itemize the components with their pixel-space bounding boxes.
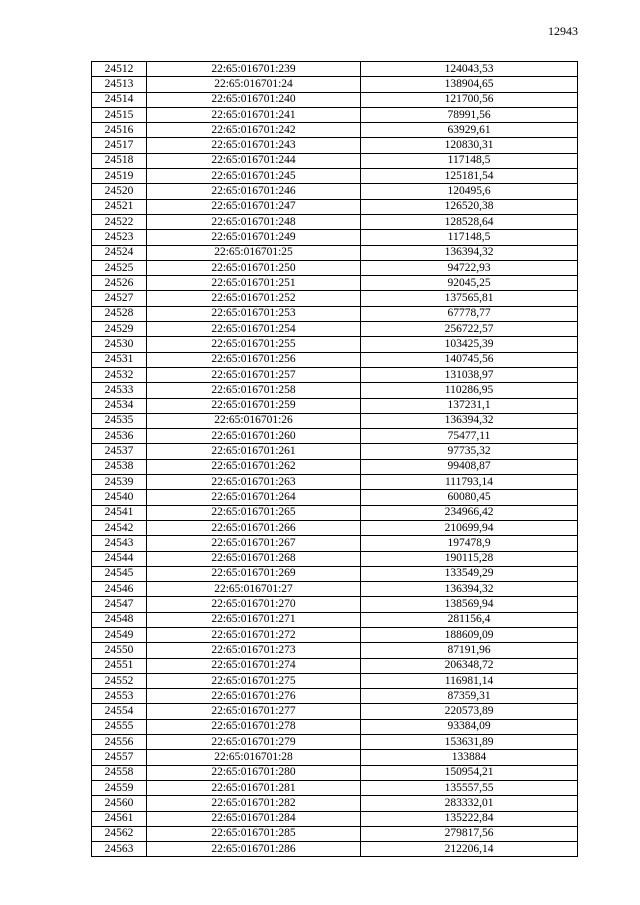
cadastral-number-cell: 22:65:016701:277 [147,704,361,719]
value-cell: 67778,77 [361,306,578,321]
table-row [92,153,578,168]
row-number-cell: 24536 [92,429,147,444]
cadastral-number-cell: 22:65:016701:260 [147,429,361,444]
table-row [92,352,578,367]
table-row [92,459,578,474]
cadastral-number-cell: 22:65:016701:247 [147,199,361,214]
cadastral-number-cell: 22:65:016701:278 [147,719,361,734]
table-row [92,765,578,780]
cadastral-number-cell: 22:65:016701:240 [147,92,361,107]
row-number-cell: 24560 [92,796,147,811]
value-cell: 138904,65 [361,77,578,92]
cadastral-number-cell: 22:65:016701:27 [147,582,361,597]
table-row [92,551,578,566]
table-row [92,520,578,535]
row-number-cell: 24532 [92,367,147,382]
table-row [92,260,578,275]
value-cell: 120830,31 [361,138,578,153]
cadastral-number-cell: 22:65:016701:246 [147,184,361,199]
value-cell: 87191,96 [361,643,578,658]
value-cell: 188609,09 [361,627,578,642]
cadastral-number-cell: 22:65:016701:271 [147,612,361,627]
cadastral-number-cell: 22:65:016701:250 [147,260,361,275]
value-cell: 121700,56 [361,92,578,107]
value-cell: 210699,94 [361,520,578,535]
cadastral-number-cell: 22:65:016701:249 [147,230,361,245]
row-number-cell: 24559 [92,780,147,795]
row-number-cell: 24514 [92,92,147,107]
cadastral-number-cell: 22:65:016701:258 [147,383,361,398]
cadastral-number-cell: 22:65:016701:263 [147,475,361,490]
cadastral-number-cell: 22:65:016701:255 [147,337,361,352]
cadastral-number-cell: 22:65:016701:261 [147,444,361,459]
table-row [92,643,578,658]
row-number-cell: 24558 [92,765,147,780]
value-cell: 206348,72 [361,658,578,673]
cadastral-number-cell: 22:65:016701:254 [147,322,361,337]
value-cell: 197478,9 [361,536,578,551]
row-number-cell: 24546 [92,582,147,597]
value-cell: 136394,32 [361,245,578,260]
value-cell: 126520,38 [361,199,578,214]
row-number-cell: 24527 [92,291,147,306]
value-cell: 87359,31 [361,689,578,704]
row-number-cell: 24513 [92,77,147,92]
row-number-cell: 24529 [92,322,147,337]
cadastral-number-cell: 22:65:016701:243 [147,138,361,153]
value-cell: 117148,5 [361,230,578,245]
value-cell: 93384,09 [361,719,578,734]
value-cell: 75477,11 [361,429,578,444]
row-number-cell: 24520 [92,184,147,199]
value-cell: 94722,93 [361,260,578,275]
table-row [92,413,578,428]
table-row [92,689,578,704]
row-number-cell: 24550 [92,643,147,658]
value-cell: 125181,54 [361,169,578,184]
value-cell: 281156,4 [361,612,578,627]
value-cell: 133549,29 [361,566,578,581]
cadastral-number-cell: 22:65:016701:274 [147,658,361,673]
value-cell: 136394,32 [361,413,578,428]
cadastral-number-cell: 22:65:016701:262 [147,459,361,474]
value-cell: 133884 [361,750,578,765]
row-number-cell: 24552 [92,673,147,688]
table-row [92,184,578,199]
cadastral-number-cell: 22:65:016701:275 [147,673,361,688]
value-cell: 99408,87 [361,459,578,474]
cadastral-number-cell: 22:65:016701:248 [147,214,361,229]
row-number-cell: 24551 [92,658,147,673]
row-number-cell: 24516 [92,123,147,138]
table-row [92,429,578,444]
row-number-cell: 24537 [92,444,147,459]
table-row [92,291,578,306]
row-number-cell: 24515 [92,107,147,122]
row-number-cell: 24544 [92,551,147,566]
value-cell: 131038,97 [361,367,578,382]
row-number-cell: 24541 [92,505,147,520]
value-cell: 116981,14 [361,673,578,688]
table-row [92,214,578,229]
table-row [92,780,578,795]
row-number-cell: 24512 [92,62,147,77]
row-number-cell: 24530 [92,337,147,352]
table-row [92,62,578,77]
value-cell: 103425,39 [361,337,578,352]
cadastral-number-cell: 22:65:016701:279 [147,735,361,750]
cadastral-number-cell: 22:65:016701:281 [147,780,361,795]
cadastral-number-cell: 22:65:016701:268 [147,551,361,566]
table-row [92,199,578,214]
row-number-cell: 24526 [92,276,147,291]
cadastral-number-cell: 22:65:016701:285 [147,826,361,841]
cadastral-number-cell: 22:65:016701:282 [147,796,361,811]
value-cell: 60080,45 [361,490,578,505]
value-cell: 120495,6 [361,184,578,199]
value-cell: 140745,56 [361,352,578,367]
cadastral-number-cell: 22:65:016701:253 [147,306,361,321]
row-number-cell: 24531 [92,352,147,367]
cadastral-number-cell: 22:65:016701:28 [147,750,361,765]
table-row [92,719,578,734]
table-row [92,582,578,597]
value-cell: 111793,14 [361,475,578,490]
cadastral-number-cell: 22:65:016701:280 [147,765,361,780]
table-row [92,826,578,841]
table-row [92,566,578,581]
table-row [92,107,578,122]
value-cell: 135222,84 [361,811,578,826]
table-row [92,735,578,750]
row-number-cell: 24523 [92,230,147,245]
cadastral-number-cell: 22:65:016701:264 [147,490,361,505]
row-number-cell: 24522 [92,214,147,229]
value-cell: 137565,81 [361,291,578,306]
row-number-cell: 24521 [92,199,147,214]
row-number-cell: 24562 [92,826,147,841]
table-row [92,230,578,245]
table-row [92,673,578,688]
table-row [92,276,578,291]
row-number-cell: 24554 [92,704,147,719]
table-row [92,245,578,260]
row-number-cell: 24555 [92,719,147,734]
row-number-cell: 24545 [92,566,147,581]
table-row [92,398,578,413]
row-number-cell: 24528 [92,306,147,321]
value-cell: 78991,56 [361,107,578,122]
row-number-cell: 24549 [92,627,147,642]
row-number-cell: 24557 [92,750,147,765]
row-number-cell: 24517 [92,138,147,153]
value-cell: 153631,89 [361,735,578,750]
value-cell: 220573,89 [361,704,578,719]
table-row [92,444,578,459]
row-number-cell: 24524 [92,245,147,260]
cadastral-number-cell: 22:65:016701:273 [147,643,361,658]
table-row [92,536,578,551]
cadastral-number-cell: 22:65:016701:239 [147,62,361,77]
row-number-cell: 24553 [92,689,147,704]
value-cell: 150954,21 [361,765,578,780]
row-number-cell: 24561 [92,811,147,826]
cadastral-number-cell: 22:65:016701:242 [147,123,361,138]
cadastral-number-cell: 22:65:016701:267 [147,536,361,551]
table-row [92,796,578,811]
cadastral-number-cell: 22:65:016701:256 [147,352,361,367]
table-row [92,505,578,520]
cadastral-number-cell: 22:65:016701:266 [147,520,361,535]
cadastral-number-cell: 22:65:016701:252 [147,291,361,306]
table-row [92,306,578,321]
cadastral-number-cell: 22:65:016701:244 [147,153,361,168]
value-cell: 138569,94 [361,597,578,612]
page-number: 12943 [548,24,578,38]
table-row [92,169,578,184]
row-number-cell: 24543 [92,536,147,551]
row-number-cell: 24534 [92,398,147,413]
row-number-cell: 24556 [92,735,147,750]
value-cell: 135557,55 [361,780,578,795]
cadastral-number-cell: 22:65:016701:270 [147,597,361,612]
row-number-cell: 24538 [92,459,147,474]
table-row [92,367,578,382]
table-row [92,704,578,719]
table-row [92,612,578,627]
row-number-cell: 24542 [92,520,147,535]
cadastral-number-cell: 22:65:016701:269 [147,566,361,581]
table-row [92,750,578,765]
table-row [92,138,578,153]
table-row [92,627,578,642]
table-row [92,123,578,138]
table-row [92,383,578,398]
table-row [92,490,578,505]
cadastral-number-cell: 22:65:016701:272 [147,627,361,642]
row-number-cell: 24533 [92,383,147,398]
row-number-cell: 24563 [92,842,147,857]
row-number-cell: 24518 [92,153,147,168]
cadastral-number-cell: 22:65:016701:286 [147,842,361,857]
value-cell: 63929,61 [361,123,578,138]
value-cell: 137231,1 [361,398,578,413]
cadastral-number-cell: 22:65:016701:24 [147,77,361,92]
cadastral-number-cell: 22:65:016701:276 [147,689,361,704]
cadastral-number-cell: 22:65:016701:265 [147,505,361,520]
value-cell: 256722,57 [361,322,578,337]
value-cell: 190115,28 [361,551,578,566]
data-table-container [91,61,577,857]
table-row [92,322,578,337]
value-cell: 136394,32 [361,582,578,597]
row-number-cell: 24548 [92,612,147,627]
value-cell: 283332,01 [361,796,578,811]
value-cell: 124043,53 [361,62,578,77]
cadastral-number-cell: 22:65:016701:245 [147,169,361,184]
value-cell: 128528,64 [361,214,578,229]
table-body [92,62,578,857]
table-row [92,77,578,92]
table-row [92,337,578,352]
value-cell: 117148,5 [361,153,578,168]
cadastral-number-cell: 22:65:016701:259 [147,398,361,413]
value-cell: 97735,32 [361,444,578,459]
value-cell: 234966,42 [361,505,578,520]
table-row [92,842,578,857]
cadastral-number-cell: 22:65:016701:26 [147,413,361,428]
value-cell: 212206,14 [361,842,578,857]
row-number-cell: 24535 [92,413,147,428]
value-cell: 110286,95 [361,383,578,398]
row-number-cell: 24519 [92,169,147,184]
table-row [92,658,578,673]
table-row [92,475,578,490]
value-cell: 279817,56 [361,826,578,841]
table-row [92,597,578,612]
row-number-cell: 24539 [92,475,147,490]
cadastral-number-cell: 22:65:016701:284 [147,811,361,826]
table-row [92,811,578,826]
cadastral-number-cell: 22:65:016701:241 [147,107,361,122]
table-row [92,92,578,107]
cadastral-value-table [91,61,578,857]
row-number-cell: 24547 [92,597,147,612]
cadastral-number-cell: 22:65:016701:257 [147,367,361,382]
row-number-cell: 24540 [92,490,147,505]
cadastral-number-cell: 22:65:016701:25 [147,245,361,260]
value-cell: 92045,25 [361,276,578,291]
row-number-cell: 24525 [92,260,147,275]
cadastral-number-cell: 22:65:016701:251 [147,276,361,291]
